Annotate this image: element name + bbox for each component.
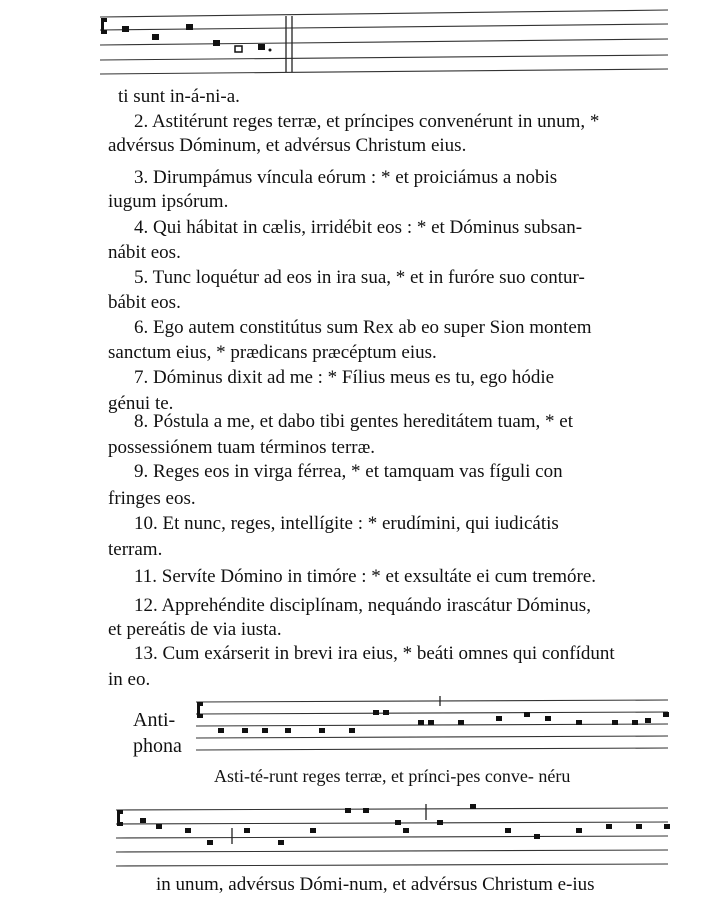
verse-8-line-2: possessiónem tuam términos terræ. xyxy=(108,437,376,458)
neume-punctum xyxy=(235,46,242,52)
neume-punctum xyxy=(122,26,129,32)
antiphon-staff-1-svg xyxy=(0,692,710,772)
antiphon-lyrics-1: Asti-té-runt reges terræ, et prínci-pes conve- néru xyxy=(214,766,571,786)
neume-punctum xyxy=(186,24,193,30)
verse-6-line-2: sanctum eius, * prædicans præcéptum eius. xyxy=(108,342,437,363)
antiphon-label-2: phona xyxy=(133,735,182,757)
verse-8-line-1: 8. Póstula a me, et dabo tibi gentes hereditátem tuam, * et xyxy=(134,411,573,432)
antiphon-staff-2-svg xyxy=(0,800,710,880)
top-staff-svg xyxy=(0,0,710,80)
do-clef-icon xyxy=(101,18,107,34)
verse-13-line-1: 13. Cum exárserit in brevi ira eius, * beáti omnes qui confídunt xyxy=(134,643,615,664)
antiphon-staff-2 xyxy=(0,800,710,900)
verse-12-line-1: 12. Apprehéndite disciplínam, nequándo irascátur Dóminus, xyxy=(134,595,591,616)
verse-5-line-2: bábit eos. xyxy=(108,292,181,313)
verse-2-line-1: 2. Astitérunt reges terræ, et príncipes convenérunt in unum, * xyxy=(134,111,600,132)
verse-13-line-2: in eo. xyxy=(108,669,151,690)
verse-2-line-2: advérsus Dóminum, et advérsus Christum eius. xyxy=(108,135,467,156)
verse-7-line-1: 7. Dóminus dixit ad me : * Fílius meus es tu, ego hódie xyxy=(134,367,555,388)
do-clef-icon xyxy=(117,810,123,826)
top-staff xyxy=(0,0,710,107)
antiphon-lyrics-2: in unum, advérsus Dómi-num, et advérsus Christum e-ius xyxy=(156,874,595,895)
verse-7-line-2: génui te. xyxy=(108,393,174,414)
verse-12-line-2: et pereátis de via iusta. xyxy=(108,619,282,640)
verse-9-line-2: fringes eos. xyxy=(108,488,196,509)
neume-punctum xyxy=(213,40,220,46)
verse-10-line-1: 10. Et nunc, reges, intellígite : * erudímini, qui iudicátis xyxy=(134,513,559,534)
top-staff-lyric: ti sunt in-á-ni-a. xyxy=(118,86,240,107)
neume-punctum xyxy=(152,34,159,40)
verse-3-line-1: 3. Dirumpámus víncula eórum : * et proiciámus a nobis xyxy=(134,167,558,188)
verse-11-line-1: 11. Servíte Dómino in timóre : * et exsultáte ei cum tremóre. xyxy=(134,566,597,587)
verse-9-line-1: 9. Reges eos in virga férrea, * et tamquam vas fíguli con xyxy=(134,461,563,482)
verse-4-line-1: 4. Qui hábitat in cælis, irridébit eos : * et Dóminus subsan- xyxy=(134,217,583,238)
neume-punctum xyxy=(258,44,265,50)
verse-5-line-1: 5. Tunc loquétur ad eos in ira sua, * et in furóre suo contur- xyxy=(134,267,585,288)
antiphon-staff-1 xyxy=(0,692,710,786)
verse-4-line-2: nábit eos. xyxy=(108,242,181,263)
antiphon-label-1: Anti- xyxy=(133,709,176,731)
verse-3-line-2: iugum ipsórum. xyxy=(108,191,229,212)
verse-10-line-2: terram. xyxy=(108,539,163,560)
verse-6-line-1: 6. Ego autem constitútus sum Rex ab eo super Sion montem xyxy=(134,317,592,338)
do-clef-icon xyxy=(197,702,203,718)
